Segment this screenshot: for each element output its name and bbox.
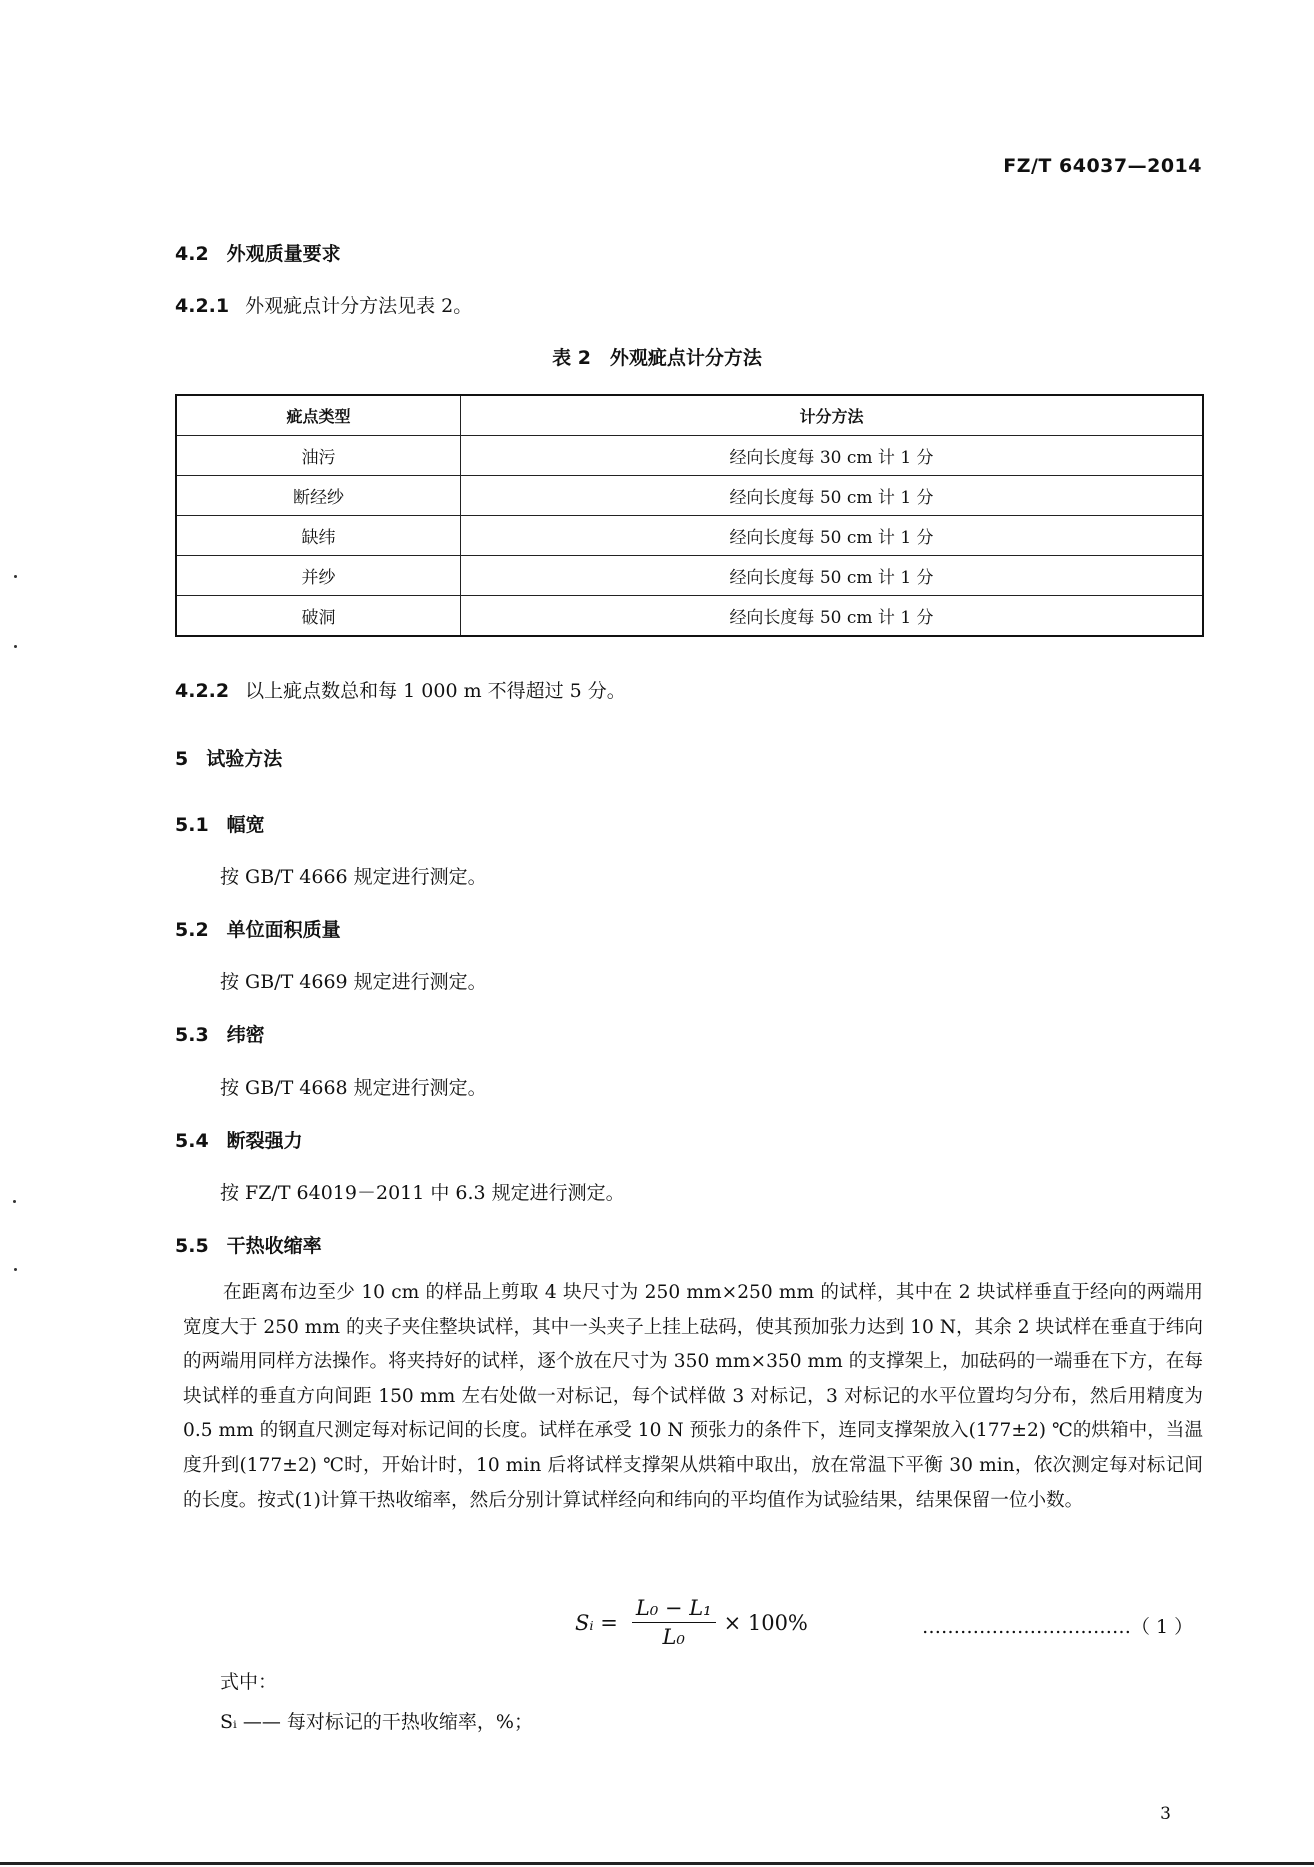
- section-title: 外观质量要求: [226, 243, 341, 265]
- section-number: 5.2: [175, 919, 209, 941]
- section-5-2-text: 按 GB/T 4669 规定进行测定。: [220, 971, 487, 993]
- defect-scoring-table: [175, 394, 1204, 637]
- standard-number: FZ/T 64037—2014: [1003, 155, 1202, 177]
- section-number: 5.4: [175, 1130, 209, 1152]
- scan-speck: [14, 575, 17, 578]
- section-number: 5.1: [175, 814, 209, 836]
- clause-text: 外观疵点计分方法见表 2。: [245, 295, 473, 317]
- section-title: 单位面积质量: [226, 919, 341, 941]
- clause-4-2-2: [175, 676, 626, 703]
- defect-type-cell: 断经纱: [176, 476, 461, 516]
- scan-speck: [14, 1268, 17, 1271]
- equation-number: ……………………………（ 1 ）: [922, 1616, 1194, 1638]
- symbol-definition: Sᵢ —— 每对标记的干热收缩率，%；: [220, 1711, 533, 1733]
- column-header-scoring-method: 计分方法: [461, 395, 1204, 436]
- defect-type-cell: 油污: [176, 436, 461, 476]
- dry-heat-shrinkage-procedure: 在距离布边至少 10 cm 的样品上剪取 4 块尺寸为 250 mm×250 mm 的试样，其中在 2 块试样垂直于经向的两端用宽度大于 250 mm 的夹子夹住整块试样，其中一头夹子上挂上砝码，使其预加张力达到 10 N，其余 2 块试样在垂直于纬向的两端用同样方法操作。将夹持好的试样，逐个放在尺寸为 350 mm×350 mm 的支撑架上，加砝码的一端垂在下方，在每块试样的垂直方向间距 150 mm 左右处做一对标记，每个试样做 3 对标记，3 对标记的水平位置均匀分布，然后用精度为 0.5 mm 的钢直尺测定每对标记间的长度。试样在承受 10 N 预张力的条件下，连同支撑架放入(177±2) ℃的烘箱中，当温度升到(177±2) ℃时，开始计时，10 min 后将试样支撑架从烘箱中取出，放在常温下平衡 30 min，依次测定每对标记间的长度。按式(1)计算干热收缩率，然后分别计算试样经向和纬向的平均值作为试验结果，结果保留一位小数。: [183, 1282, 1203, 1511]
- scan-speck: [14, 645, 17, 648]
- formula-suffix: × 100%: [723, 1610, 808, 1635]
- scoring-method-cell: 经向长度每 50 cm 计 1 分: [461, 476, 1204, 516]
- formula-numerator: L₀ − L₁: [632, 1596, 716, 1623]
- table-row: [176, 476, 1203, 516]
- section-5-3-text: 按 GB/T 4668 规定进行测定。: [220, 1077, 487, 1099]
- section-number: 5: [175, 748, 189, 770]
- scoring-method-cell: 经向长度每 50 cm 计 1 分: [461, 516, 1204, 556]
- page-number: 3: [1160, 1804, 1171, 1824]
- table-2-caption: 表 2 外观疵点计分方法: [552, 347, 762, 369]
- section-5-1-text: 按 GB/T 4666 规定进行测定。: [220, 866, 487, 888]
- page-bottom-rule: [0, 1862, 1314, 1865]
- clause-number: 4.2.1: [175, 295, 230, 317]
- table-row: [176, 596, 1203, 637]
- defect-type-cell: 并纱: [176, 556, 461, 596]
- scoring-method-cell: 经向长度每 50 cm 计 1 分: [461, 596, 1204, 637]
- section-title: 纬密: [226, 1024, 265, 1046]
- formula-lhs: Sᵢ =: [575, 1610, 618, 1635]
- formula-denominator: L₀: [662, 1625, 685, 1649]
- table-row: [176, 556, 1203, 596]
- section-5-2-heading: [175, 915, 341, 942]
- section-number: 4.2: [175, 243, 209, 265]
- column-header-defect-type: 疵点类型: [176, 395, 461, 436]
- section-number: 5.3: [175, 1024, 209, 1046]
- section-title: 试验方法: [206, 748, 283, 770]
- section-5-1-heading: [175, 810, 265, 837]
- section-title: 断裂强力: [226, 1130, 303, 1152]
- clause-number: 4.2.2: [175, 680, 230, 702]
- clause-text: 以上疵点数总和每 1 000 m 不得超过 5 分。: [245, 680, 626, 702]
- section-5-5-heading: [175, 1231, 322, 1258]
- table-header-row: [176, 395, 1203, 436]
- section-5-heading: [175, 744, 282, 771]
- table-row: [176, 516, 1203, 556]
- section-title: 干热收缩率: [226, 1235, 322, 1257]
- section-number: 5.5: [175, 1235, 209, 1257]
- clause-4-2-1: [175, 291, 472, 318]
- table-row: [176, 436, 1203, 476]
- scan-speck: [13, 1200, 16, 1203]
- shrinkage-formula: [575, 1596, 808, 1649]
- defect-type-cell: 破洞: [176, 596, 461, 637]
- section-title: 幅宽: [226, 814, 265, 836]
- section-4-2-heading: [175, 239, 341, 266]
- defect-type-cell: 缺纬: [176, 516, 461, 556]
- formula-fraction: [632, 1596, 716, 1649]
- scoring-method-cell: 经向长度每 50 cm 计 1 分: [461, 556, 1204, 596]
- where-label: 式中：: [220, 1671, 278, 1693]
- section-5-3-heading: [175, 1020, 265, 1047]
- section-5-4-heading: [175, 1126, 303, 1153]
- scoring-method-cell: 经向长度每 30 cm 计 1 分: [461, 436, 1204, 476]
- section-5-4-text: 按 FZ/T 64019－2011 中 6.3 规定进行测定。: [220, 1182, 625, 1204]
